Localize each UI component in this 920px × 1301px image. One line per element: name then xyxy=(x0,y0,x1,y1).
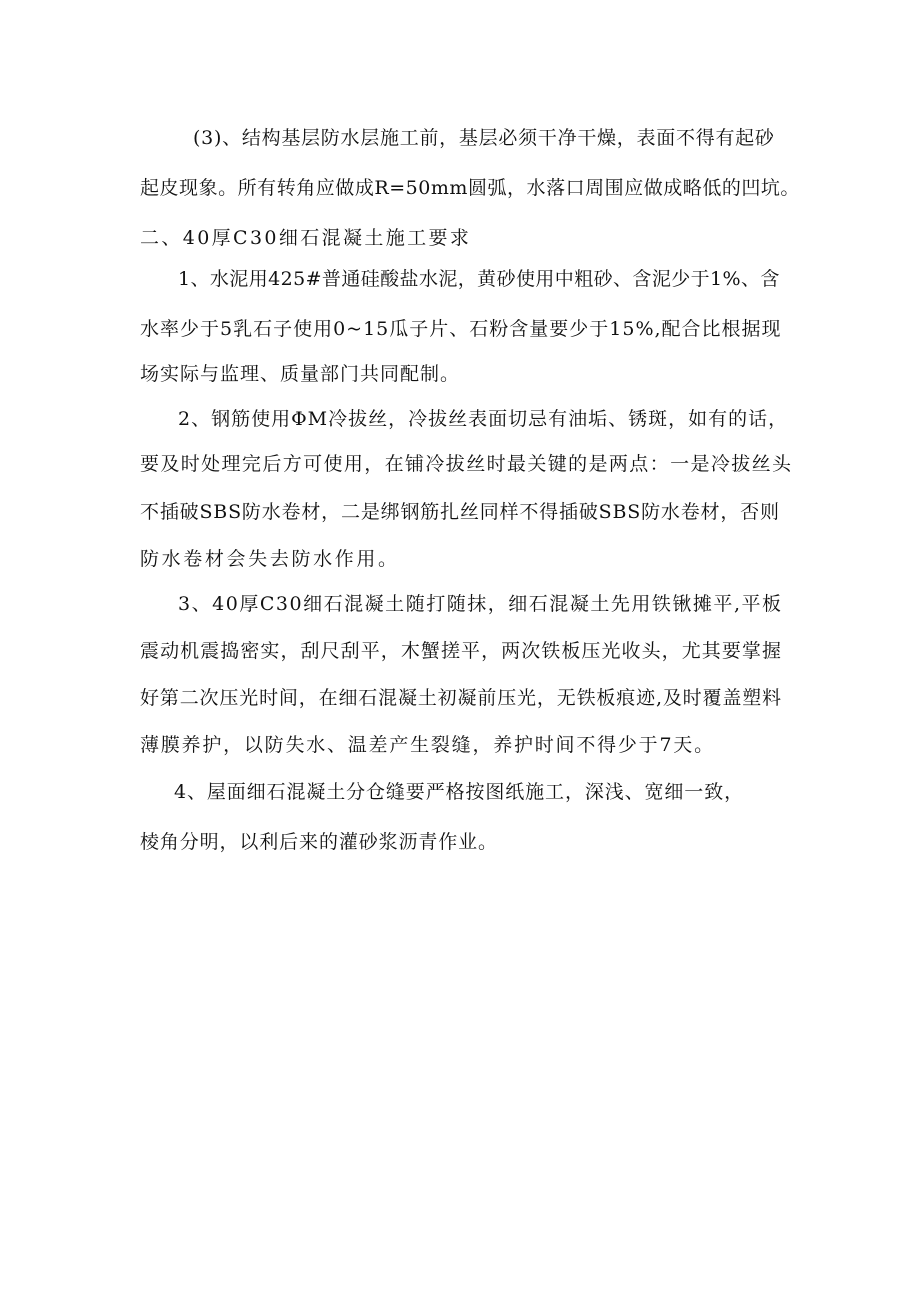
text-line: 水率少于5乳石子使用0~15瓜子片、石粉含量要少于15%,配合比根据现 xyxy=(140,318,782,340)
text-line: 2、钢筋使用ΦM冷拔丝，冷拔丝表面切忌有油垢、锈斑，如有的话， xyxy=(178,408,789,430)
text-line: 场实际与监理、质量部门共同配制。 xyxy=(140,363,461,385)
text-line: 1、水泥用425#普通硅酸盐水泥，黄砂使用中粗砂、含泥少于1%、含 xyxy=(178,268,780,290)
section-heading: 二、40厚C30细石混凝土施工要求 xyxy=(140,227,472,249)
text-line: 震动机震捣密实，刮尺刮平，木蟹搓平，两次铁板压光收头，尤其要掌握 xyxy=(140,640,783,662)
text-line: 3、40厚C30细石混凝土随打随抹，细石混凝土先用铁锹摊平,平板 xyxy=(178,593,783,615)
text-line: 起皮现象。所有转角应做成R=50mm圆弧，水落口周围应做成略低的凹坑。 xyxy=(140,177,800,199)
text-line: (3)、结构基层防水层施工前，基层必须干净干燥，表面不得有起砂 xyxy=(193,127,775,149)
text-line: 防水卷材会失去防水作用。 xyxy=(140,548,400,570)
text-line: 棱角分明，以利后来的灌砂浆沥青作业。 xyxy=(140,831,498,853)
text-line: 好第二次压光时间，在细石混凝土初凝前压光，无铁板痕迹,及时覆盖塑料 xyxy=(140,687,782,709)
text-line: 薄膜养护，以防失水、温差产生裂缝，养护时间不得少于7天。 xyxy=(140,734,715,756)
text-line: 4、屋面细石混凝土分仓缝要严格按图纸施工，深浅、宽细一致， xyxy=(174,781,744,803)
text-line: 要及时处理完后方可使用，在铺冷拔丝时最关键的是两点：一是冷拔丝头 xyxy=(140,453,793,475)
text-line: 不插破SBS防水卷材，二是绑钢筋扎丝同样不得插破SBS防水卷材，否则 xyxy=(140,501,780,523)
